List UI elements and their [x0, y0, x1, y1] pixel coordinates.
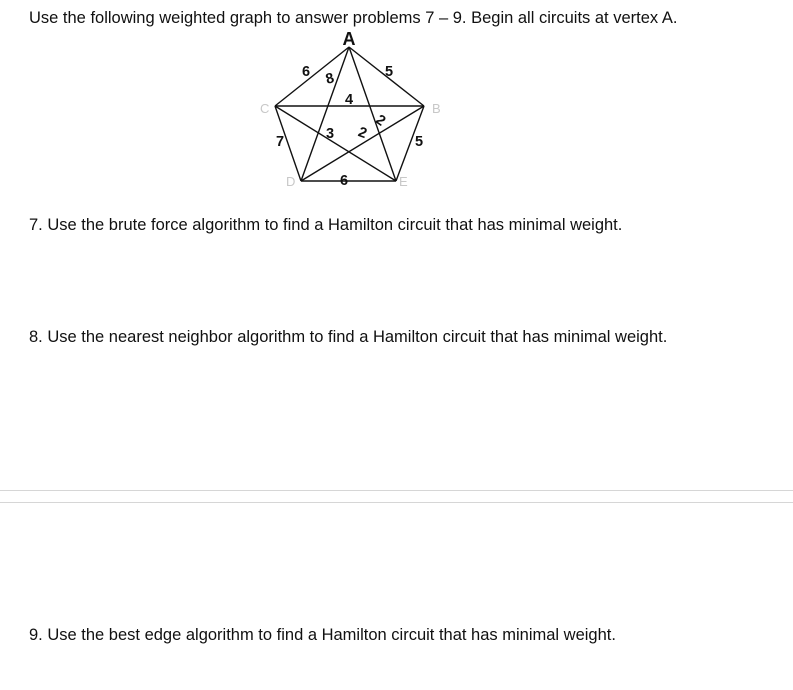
edge-weight-b-c: 4 [345, 92, 354, 108]
weighted-graph [0, 0, 793, 200]
edge-weight-c-e: 3 [326, 126, 335, 142]
question-8: 8. Use the nearest neighbor algorithm to find a Hamilton circuit that has minimal weight. [29, 328, 668, 346]
edge-weight-d-e: 6 [340, 173, 349, 189]
vertex-label-b: B [432, 101, 441, 116]
edge-weight-a-b: 5 [385, 64, 394, 80]
edge-weight-a-d: 8 [323, 70, 336, 88]
edge-weight-b-d: 2 [355, 124, 369, 143]
vertex-label-e: E [399, 174, 408, 189]
vertex-label-a: A [342, 29, 356, 49]
question-9: 9. Use the best edge algorithm to find a Hamilton circuit that has minimal weight. [29, 626, 616, 644]
instructions-text: Use the following weighted graph to answer problems 7 – 9. Begin all circuits at vertex A. [29, 9, 678, 27]
edge-weight-a-c: 6 [302, 64, 311, 80]
question-7: 7. Use the brute force algorithm to find a Hamilton circuit that has minimal weight. [29, 216, 623, 234]
edge-b-d [301, 106, 424, 181]
edge-weight-b-e: 5 [415, 134, 424, 150]
vertex-label-d: D [286, 174, 296, 189]
vertex-label-c: C [260, 101, 270, 116]
edge-weight-c-d: 7 [276, 134, 285, 150]
page-break-top [0, 490, 793, 491]
page-break-bottom [0, 502, 793, 503]
edge-weight-a-e: 2 [372, 111, 389, 130]
